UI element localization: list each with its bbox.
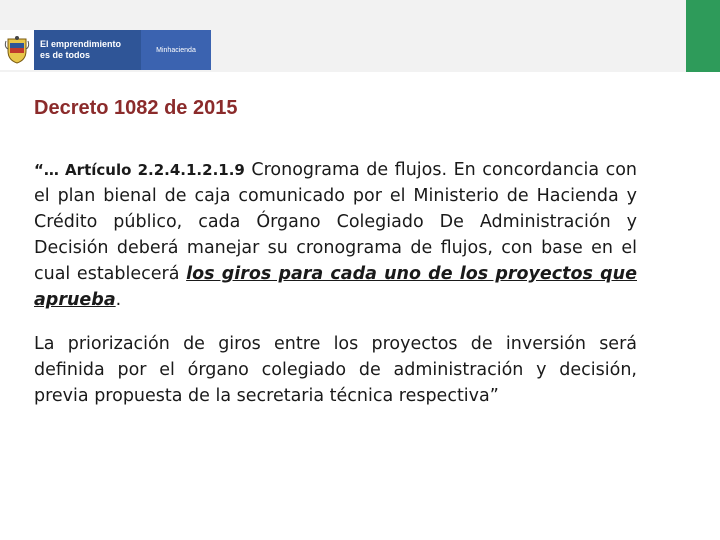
paragraph-1-end: . — [115, 290, 122, 310]
paragraph-2: La priorización de giros entre los proyectos de inversión será definida por el órgano colegiado de administración y decisión, previa propuesta de la secretaria técnica respectiva” — [34, 334, 637, 406]
emphasized-phrase: los giros para cada uno de los proyectos que aprueba — [34, 264, 637, 310]
accent-bar — [686, 0, 720, 72]
article-reference: “… Artículo 2.2.4.1.2.1.9 — [34, 161, 245, 179]
banner-line-2: es de todos — [40, 50, 91, 60]
banner-slogan — [34, 30, 141, 70]
document-title: Decreto 1082 de 2015 — [34, 97, 238, 119]
paragraph-1-text: . En concordancia con el plan bienal de caja comunicado por el Ministerio de Hacienda y Crédito público, cada Órgano Colegiado De Administración y Decisión deberá manejar su cronograma de flujos, con base en el cual establecerá — [34, 160, 637, 284]
article-heading: Cronograma de flujos — [244, 160, 442, 180]
government-logo — [0, 30, 211, 70]
ministry-label: Minhacienda — [141, 30, 211, 70]
document-body — [34, 157, 637, 409]
banner-line-1: El emprendimiento — [40, 39, 122, 49]
paragraph-1 — [34, 157, 637, 313]
coat-of-arms-icon — [0, 30, 34, 70]
